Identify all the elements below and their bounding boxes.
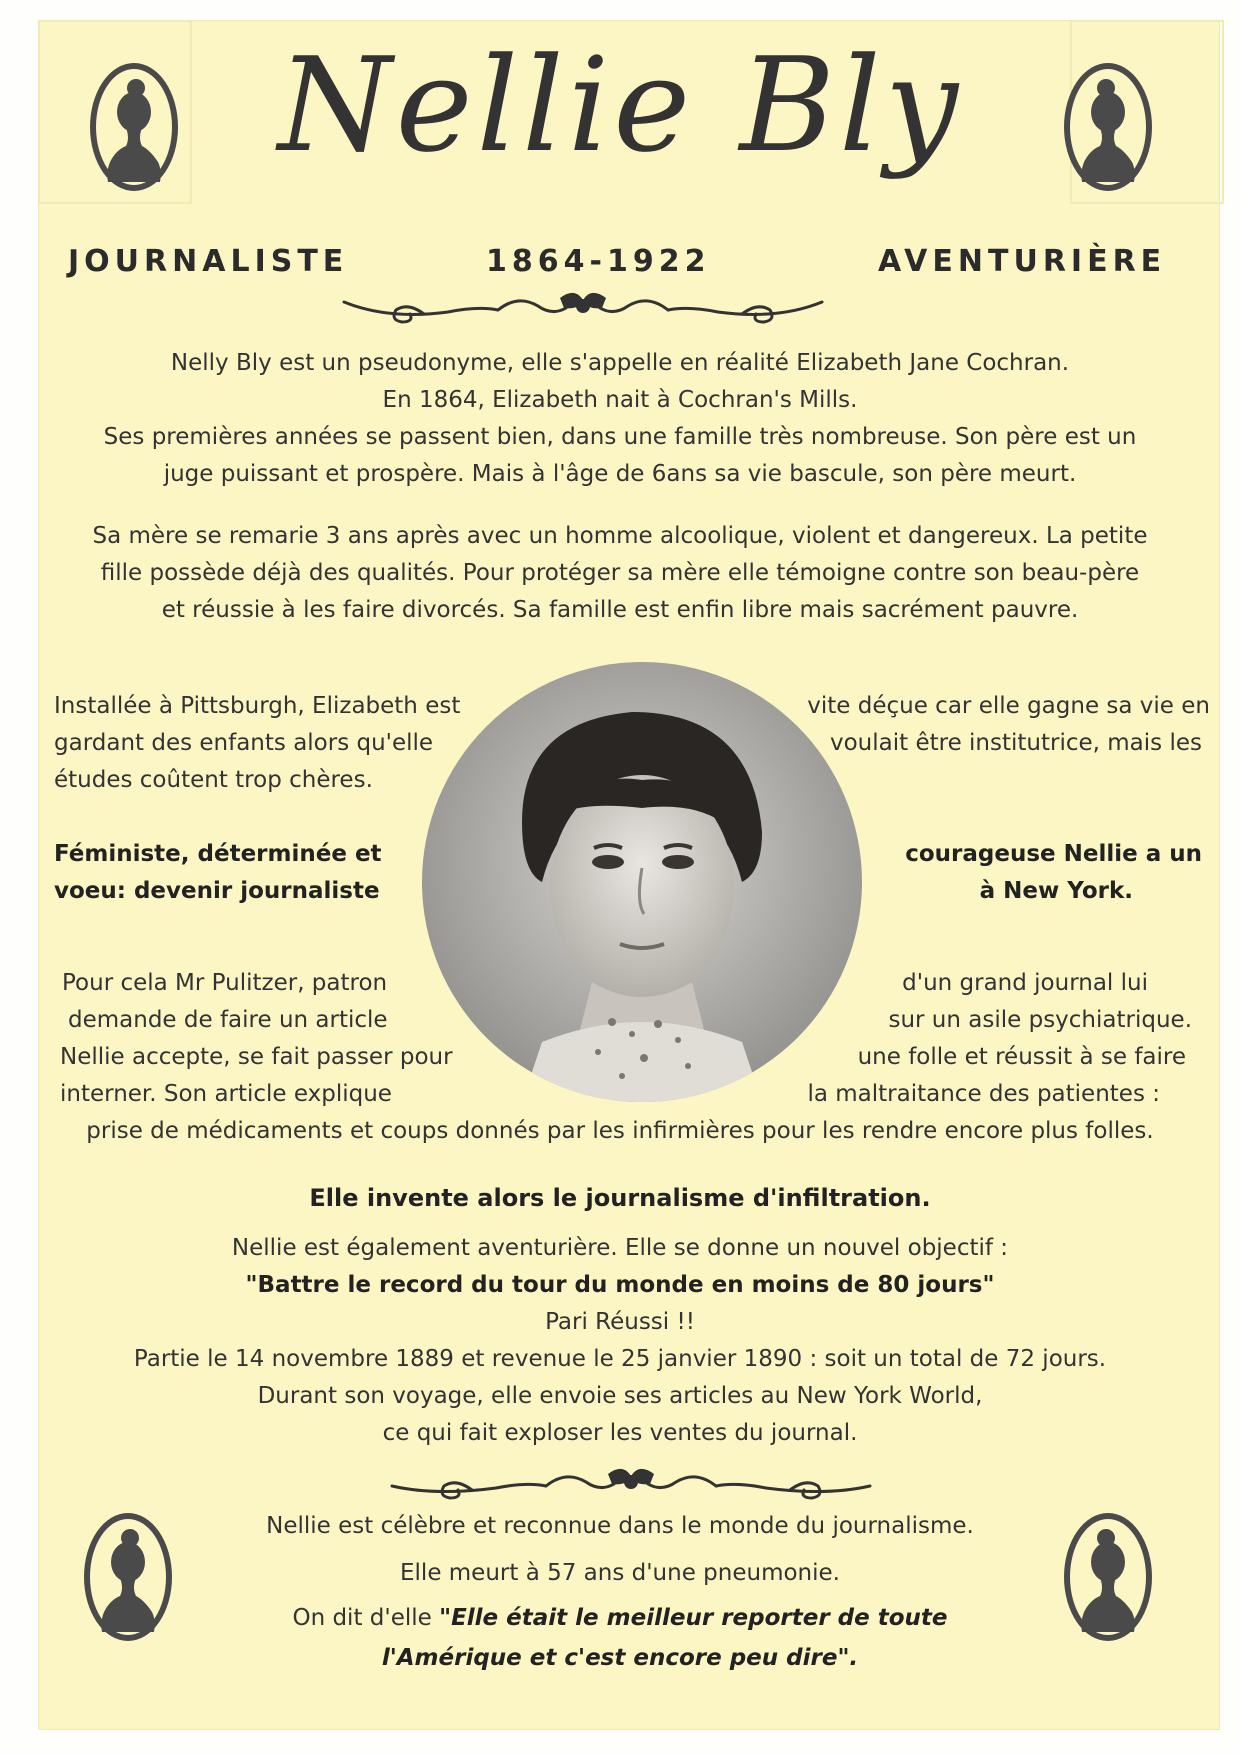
pittsburgh-left-2: gardant des enfants alors qu'elle [54,730,434,756]
pittsburgh-right-1: vite déçue car elle gagne sa vie en [807,693,1210,719]
pulitzer-right-4: la maltraitance des patientes : [807,1081,1160,1107]
pittsburgh-right-2: voulait être institutrice, mais les [830,730,1202,756]
pittsburgh-left-3: études coûtent trop chères. [54,767,373,793]
pulitzer-right-3: une folle et réussit à se faire [857,1044,1186,1070]
cameo-silhouette-icon-bottom-left [80,1508,176,1646]
ending-quote-prefix: On dit d'elle [292,1605,440,1631]
pulitzer-left-4: interner. Son article explique [60,1081,392,1107]
feminist-left-1: Féministe, déterminée et [54,841,382,867]
subtitle-aventuriere: AVENTURIÈRE [878,244,1167,279]
feminist-left-2: voeu: devenir journaliste [54,878,380,904]
pulitzer-left-3: Nellie accepte, se fait passer pour [60,1044,453,1070]
ending-quote-line-2: l'Amérique et c'est encore peu dire". [381,1645,859,1671]
cameo-silhouette-icon-top-right [1060,58,1156,196]
adventure-bet: Pari Réussi !! [545,1309,695,1335]
pittsburgh-left-1: Installée à Pittsburgh, Elizabeth est [54,693,461,719]
mother-line-1: Sa mère se remarie 3 ans après avec un homme alcoolique, violent et dangereux. La petite [92,523,1148,549]
pulitzer-left-2: demande de faire un article [68,1007,388,1033]
subtitle-dates: 1864-1922 [486,244,711,279]
ending-line-1: Nellie est célèbre et reconnue dans le monde du journalisme. [266,1513,974,1539]
intro-line-2: En 1864, Elizabeth nait à Cochran's Mills. [382,387,858,413]
pulitzer-right-2: sur un asile psychiatrique. [888,1007,1192,1033]
adventure-quote: "Battre le record du tour du monde en moins de 80 jours" [245,1272,995,1298]
cameo-silhouette-icon-top-left [86,58,182,196]
ending-quote-line-1 [200,1600,1040,1637]
pulitzer-right-1: d'un grand journal lui [902,970,1148,996]
invention-heading: Elle invente alors le journalisme d'infiltration. [309,1184,931,1212]
pulitzer-left-1: Pour cela Mr Pulitzer, patron [62,970,388,996]
mother-line-3: et réussie à les faire divorcés. Sa famille est enfin libre mais sacrément pauvre. [161,597,1079,623]
adventure-line-4: ce qui fait exploser les ventes du journal. [382,1420,858,1446]
intro-line-4: juge puissant et prospère. Mais à l'âge de 6ans sa vie bascule, son père meurt. [163,461,1077,487]
adventure-line-1: Nellie est également aventurière. Elle se donne un nouvel objectif : [231,1235,1009,1261]
intro-line-3: Ses premières années se passent bien, dans une famille très nombreuse. Son père est un [103,424,1137,450]
ornament-divider-bottom [386,1460,876,1510]
ending-line-2: Elle meurt à 57 ans d'une pneumonie. [400,1560,840,1586]
ornament-divider-top [338,284,828,334]
intro-line-1: Nelly Bly est un pseudonyme, elle s'appelle en réalité Elizabeth Jane Cochran. [170,350,1070,376]
page-title: Nellie Bly [277,29,963,181]
adventure-line-2: Partie le 14 novembre 1889 et revenue le 25 janvier 1890 : soit un total de 72 jours. [133,1346,1107,1372]
mother-line-2: fille possède déjà des qualités. Pour protéger sa mère elle témoigne contre son beau-père [100,560,1140,586]
feminist-right-1: courageuse Nellie a un [905,841,1202,867]
cameo-silhouette-icon-bottom-right [1060,1508,1156,1646]
feminist-right-2: à New York. [979,878,1133,904]
subtitle-journaliste: JOURNALISTE [68,244,349,279]
ending-quote-part-1: "Elle était le meilleur reporter de toute [439,1605,948,1631]
adventure-line-3: Durant son voyage, elle envoie ses articles au New York World, [257,1383,983,1409]
pulitzer-full-line: prise de médicaments et coups donnés par les infirmières pour les rendre encore plus folles. [86,1118,1154,1144]
